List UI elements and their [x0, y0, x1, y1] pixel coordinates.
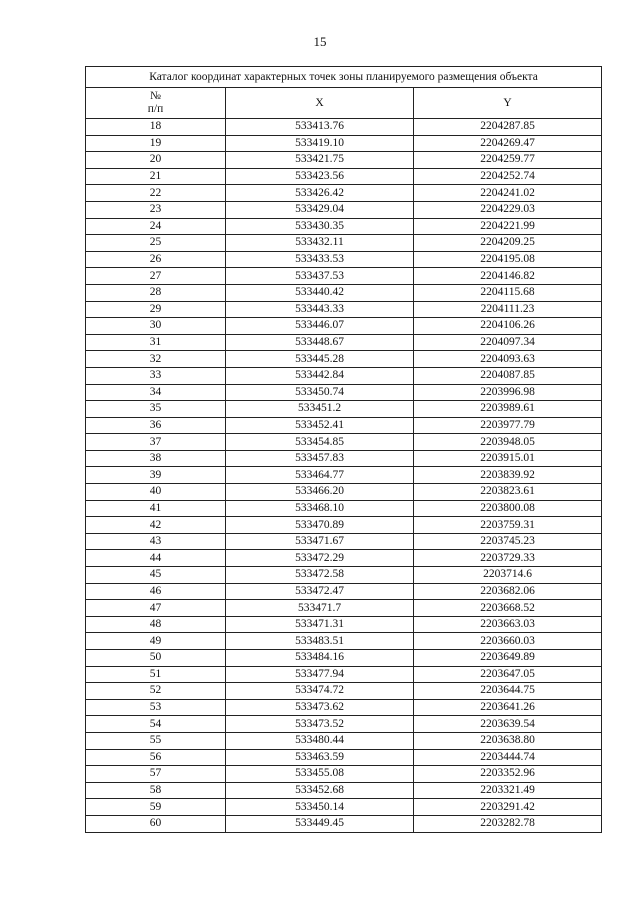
cell-x: 533473.62	[226, 699, 414, 716]
cell-point-number: 22	[86, 185, 226, 202]
table-row	[86, 732, 602, 749]
cell-x: 533421.75	[226, 152, 414, 169]
cell-point-number: 36	[86, 417, 226, 434]
cell-point-number: 19	[86, 135, 226, 152]
cell-x: 533426.42	[226, 185, 414, 202]
table-row	[86, 799, 602, 816]
page-number: 15	[313, 34, 327, 49]
cell-y: 2204087.85	[414, 367, 602, 384]
cell-x: 533474.72	[226, 683, 414, 700]
cell-y: 2204115.68	[414, 284, 602, 301]
cell-y: 2204111.23	[414, 301, 602, 318]
cell-x: 533466.20	[226, 484, 414, 501]
cell-x: 533468.10	[226, 500, 414, 517]
table-row	[86, 550, 602, 567]
cell-point-number: 34	[86, 384, 226, 401]
cell-point-number: 56	[86, 749, 226, 766]
cell-point-number: 47	[86, 600, 226, 617]
table-row	[86, 318, 602, 335]
column-header-number	[86, 88, 226, 119]
table-row	[86, 351, 602, 368]
cell-y: 2203996.98	[414, 384, 602, 401]
cell-point-number: 27	[86, 268, 226, 285]
table-row	[86, 484, 602, 501]
cell-point-number: 53	[86, 699, 226, 716]
column-header-y: Y	[414, 88, 602, 119]
cell-y: 2204241.02	[414, 185, 602, 202]
cell-point-number: 59	[86, 799, 226, 816]
table-row	[86, 434, 602, 451]
cell-x: 533452.68	[226, 782, 414, 799]
cell-y: 2203291.42	[414, 799, 602, 816]
table-row	[86, 500, 602, 517]
table-row	[86, 699, 602, 716]
cell-y: 2204252.74	[414, 168, 602, 185]
table-row	[86, 666, 602, 683]
cell-x: 533477.94	[226, 666, 414, 683]
cell-y: 2203352.96	[414, 766, 602, 783]
table-row	[86, 135, 602, 152]
cell-point-number: 60	[86, 815, 226, 832]
cell-x: 533423.56	[226, 168, 414, 185]
cell-y: 2203989.61	[414, 401, 602, 418]
cell-point-number: 24	[86, 218, 226, 235]
cell-point-number: 49	[86, 633, 226, 650]
cell-x: 533451.2	[226, 401, 414, 418]
cell-x: 533471.67	[226, 533, 414, 550]
cell-x: 533472.47	[226, 583, 414, 600]
cell-point-number: 37	[86, 434, 226, 451]
table-title: Каталог координат характерных точек зоны планируемого размещения объекта	[86, 67, 602, 88]
table-row	[86, 616, 602, 633]
cell-y: 2203915.01	[414, 450, 602, 467]
table-row	[86, 168, 602, 185]
cell-point-number: 48	[86, 616, 226, 633]
cell-x: 533480.44	[226, 732, 414, 749]
cell-point-number: 30	[86, 318, 226, 335]
cell-x: 533470.89	[226, 517, 414, 534]
cell-point-number: 26	[86, 251, 226, 268]
cell-x: 533430.35	[226, 218, 414, 235]
cell-point-number: 18	[86, 119, 226, 136]
cell-point-number: 45	[86, 567, 226, 584]
coordinates-table	[85, 66, 602, 833]
cell-y: 2204097.34	[414, 334, 602, 351]
table-row	[86, 749, 602, 766]
cell-x: 533463.59	[226, 749, 414, 766]
cell-point-number: 42	[86, 517, 226, 534]
table-row	[86, 583, 602, 600]
table-row	[86, 766, 602, 783]
cell-y: 2203638.80	[414, 732, 602, 749]
cell-point-number: 20	[86, 152, 226, 169]
cell-x: 533472.58	[226, 567, 414, 584]
table-row	[86, 185, 602, 202]
cell-x: 533432.11	[226, 235, 414, 252]
cell-point-number: 39	[86, 467, 226, 484]
cell-x: 533437.53	[226, 268, 414, 285]
table-row	[86, 567, 602, 584]
cell-point-number: 44	[86, 550, 226, 567]
cell-y: 2203444.74	[414, 749, 602, 766]
column-header-x: X	[226, 88, 414, 119]
cell-point-number: 57	[86, 766, 226, 783]
cell-x: 533457.83	[226, 450, 414, 467]
table-row	[86, 600, 602, 617]
table-row	[86, 467, 602, 484]
cell-point-number: 43	[86, 533, 226, 550]
table-row	[86, 650, 602, 667]
cell-point-number: 50	[86, 650, 226, 667]
table-row	[86, 201, 602, 218]
cell-y: 2203823.61	[414, 484, 602, 501]
table-row	[86, 251, 602, 268]
cell-y: 2203660.03	[414, 633, 602, 650]
cell-point-number: 54	[86, 716, 226, 733]
cell-point-number: 55	[86, 732, 226, 749]
cell-point-number: 52	[86, 683, 226, 700]
cell-y: 2203977.79	[414, 417, 602, 434]
cell-y: 2203649.89	[414, 650, 602, 667]
cell-point-number: 40	[86, 484, 226, 501]
cell-y: 2203641.26	[414, 699, 602, 716]
cell-y: 2203282.78	[414, 815, 602, 832]
column-header-number-line1: №	[150, 90, 161, 102]
cell-point-number: 46	[86, 583, 226, 600]
cell-point-number: 23	[86, 201, 226, 218]
cell-y: 2203759.31	[414, 517, 602, 534]
table-row	[86, 533, 602, 550]
cell-y: 2203663.03	[414, 616, 602, 633]
cell-point-number: 31	[86, 334, 226, 351]
cell-point-number: 51	[86, 666, 226, 683]
cell-point-number: 21	[86, 168, 226, 185]
table-row	[86, 268, 602, 285]
cell-y: 2204269.47	[414, 135, 602, 152]
table-row	[86, 683, 602, 700]
cell-point-number: 41	[86, 500, 226, 517]
table-row	[86, 384, 602, 401]
table-row	[86, 218, 602, 235]
cell-y: 2203745.23	[414, 533, 602, 550]
cell-y: 2203668.52	[414, 600, 602, 617]
table-row	[86, 367, 602, 384]
cell-point-number: 29	[86, 301, 226, 318]
cell-x: 533484.16	[226, 650, 414, 667]
table-row	[86, 334, 602, 351]
cell-y: 2203682.06	[414, 583, 602, 600]
cell-y: 2203644.75	[414, 683, 602, 700]
table-row	[86, 152, 602, 169]
cell-x: 533445.28	[226, 351, 414, 368]
cell-x: 533471.7	[226, 600, 414, 617]
cell-point-number: 25	[86, 235, 226, 252]
cell-y: 2203800.08	[414, 500, 602, 517]
table-body	[86, 119, 602, 833]
table-row	[86, 401, 602, 418]
cell-point-number: 28	[86, 284, 226, 301]
cell-x: 533440.42	[226, 284, 414, 301]
cell-x: 533450.14	[226, 799, 414, 816]
table-row	[86, 284, 602, 301]
table-row	[86, 235, 602, 252]
cell-y: 2204259.77	[414, 152, 602, 169]
cell-x: 533446.07	[226, 318, 414, 335]
cell-x: 533483.51	[226, 633, 414, 650]
cell-x: 533471.31	[226, 616, 414, 633]
cell-y: 2203639.54	[414, 716, 602, 733]
cell-x: 533472.29	[226, 550, 414, 567]
cell-y: 2204287.85	[414, 119, 602, 136]
column-header-number-line2: п/п	[147, 103, 164, 115]
table-row	[86, 417, 602, 434]
cell-y: 2203839.92	[414, 467, 602, 484]
cell-y: 2203647.05	[414, 666, 602, 683]
cell-x: 533448.67	[226, 334, 414, 351]
cell-point-number: 58	[86, 782, 226, 799]
cell-point-number: 38	[86, 450, 226, 467]
cell-x: 533419.10	[226, 135, 414, 152]
table-row	[86, 633, 602, 650]
cell-y: 2204106.26	[414, 318, 602, 335]
cell-x: 533449.45	[226, 815, 414, 832]
cell-x: 533450.74	[226, 384, 414, 401]
cell-y: 2203729.33	[414, 550, 602, 567]
table-row	[86, 815, 602, 832]
cell-x: 533464.77	[226, 467, 414, 484]
table-row	[86, 450, 602, 467]
cell-y: 2203948.05	[414, 434, 602, 451]
cell-x: 533455.08	[226, 766, 414, 783]
cell-x: 533443.33	[226, 301, 414, 318]
cell-y: 2204093.63	[414, 351, 602, 368]
cell-point-number: 33	[86, 367, 226, 384]
cell-y: 2204146.82	[414, 268, 602, 285]
cell-y: 2204209.25	[414, 235, 602, 252]
cell-y: 2203714.6	[414, 567, 602, 584]
cell-x: 533429.04	[226, 201, 414, 218]
cell-y: 2204221.99	[414, 218, 602, 235]
cell-point-number: 32	[86, 351, 226, 368]
cell-x: 533442.84	[226, 367, 414, 384]
table-row	[86, 301, 602, 318]
cell-x: 533452.41	[226, 417, 414, 434]
table-row	[86, 782, 602, 799]
cell-y: 2204195.08	[414, 251, 602, 268]
cell-y: 2203321.49	[414, 782, 602, 799]
cell-x: 533413.76	[226, 119, 414, 136]
cell-x: 533454.85	[226, 434, 414, 451]
table-row	[86, 716, 602, 733]
table-row	[86, 119, 602, 136]
cell-x: 533473.52	[226, 716, 414, 733]
table-row	[86, 517, 602, 534]
cell-x: 533433.53	[226, 251, 414, 268]
cell-y: 2204229.03	[414, 201, 602, 218]
cell-point-number: 35	[86, 401, 226, 418]
